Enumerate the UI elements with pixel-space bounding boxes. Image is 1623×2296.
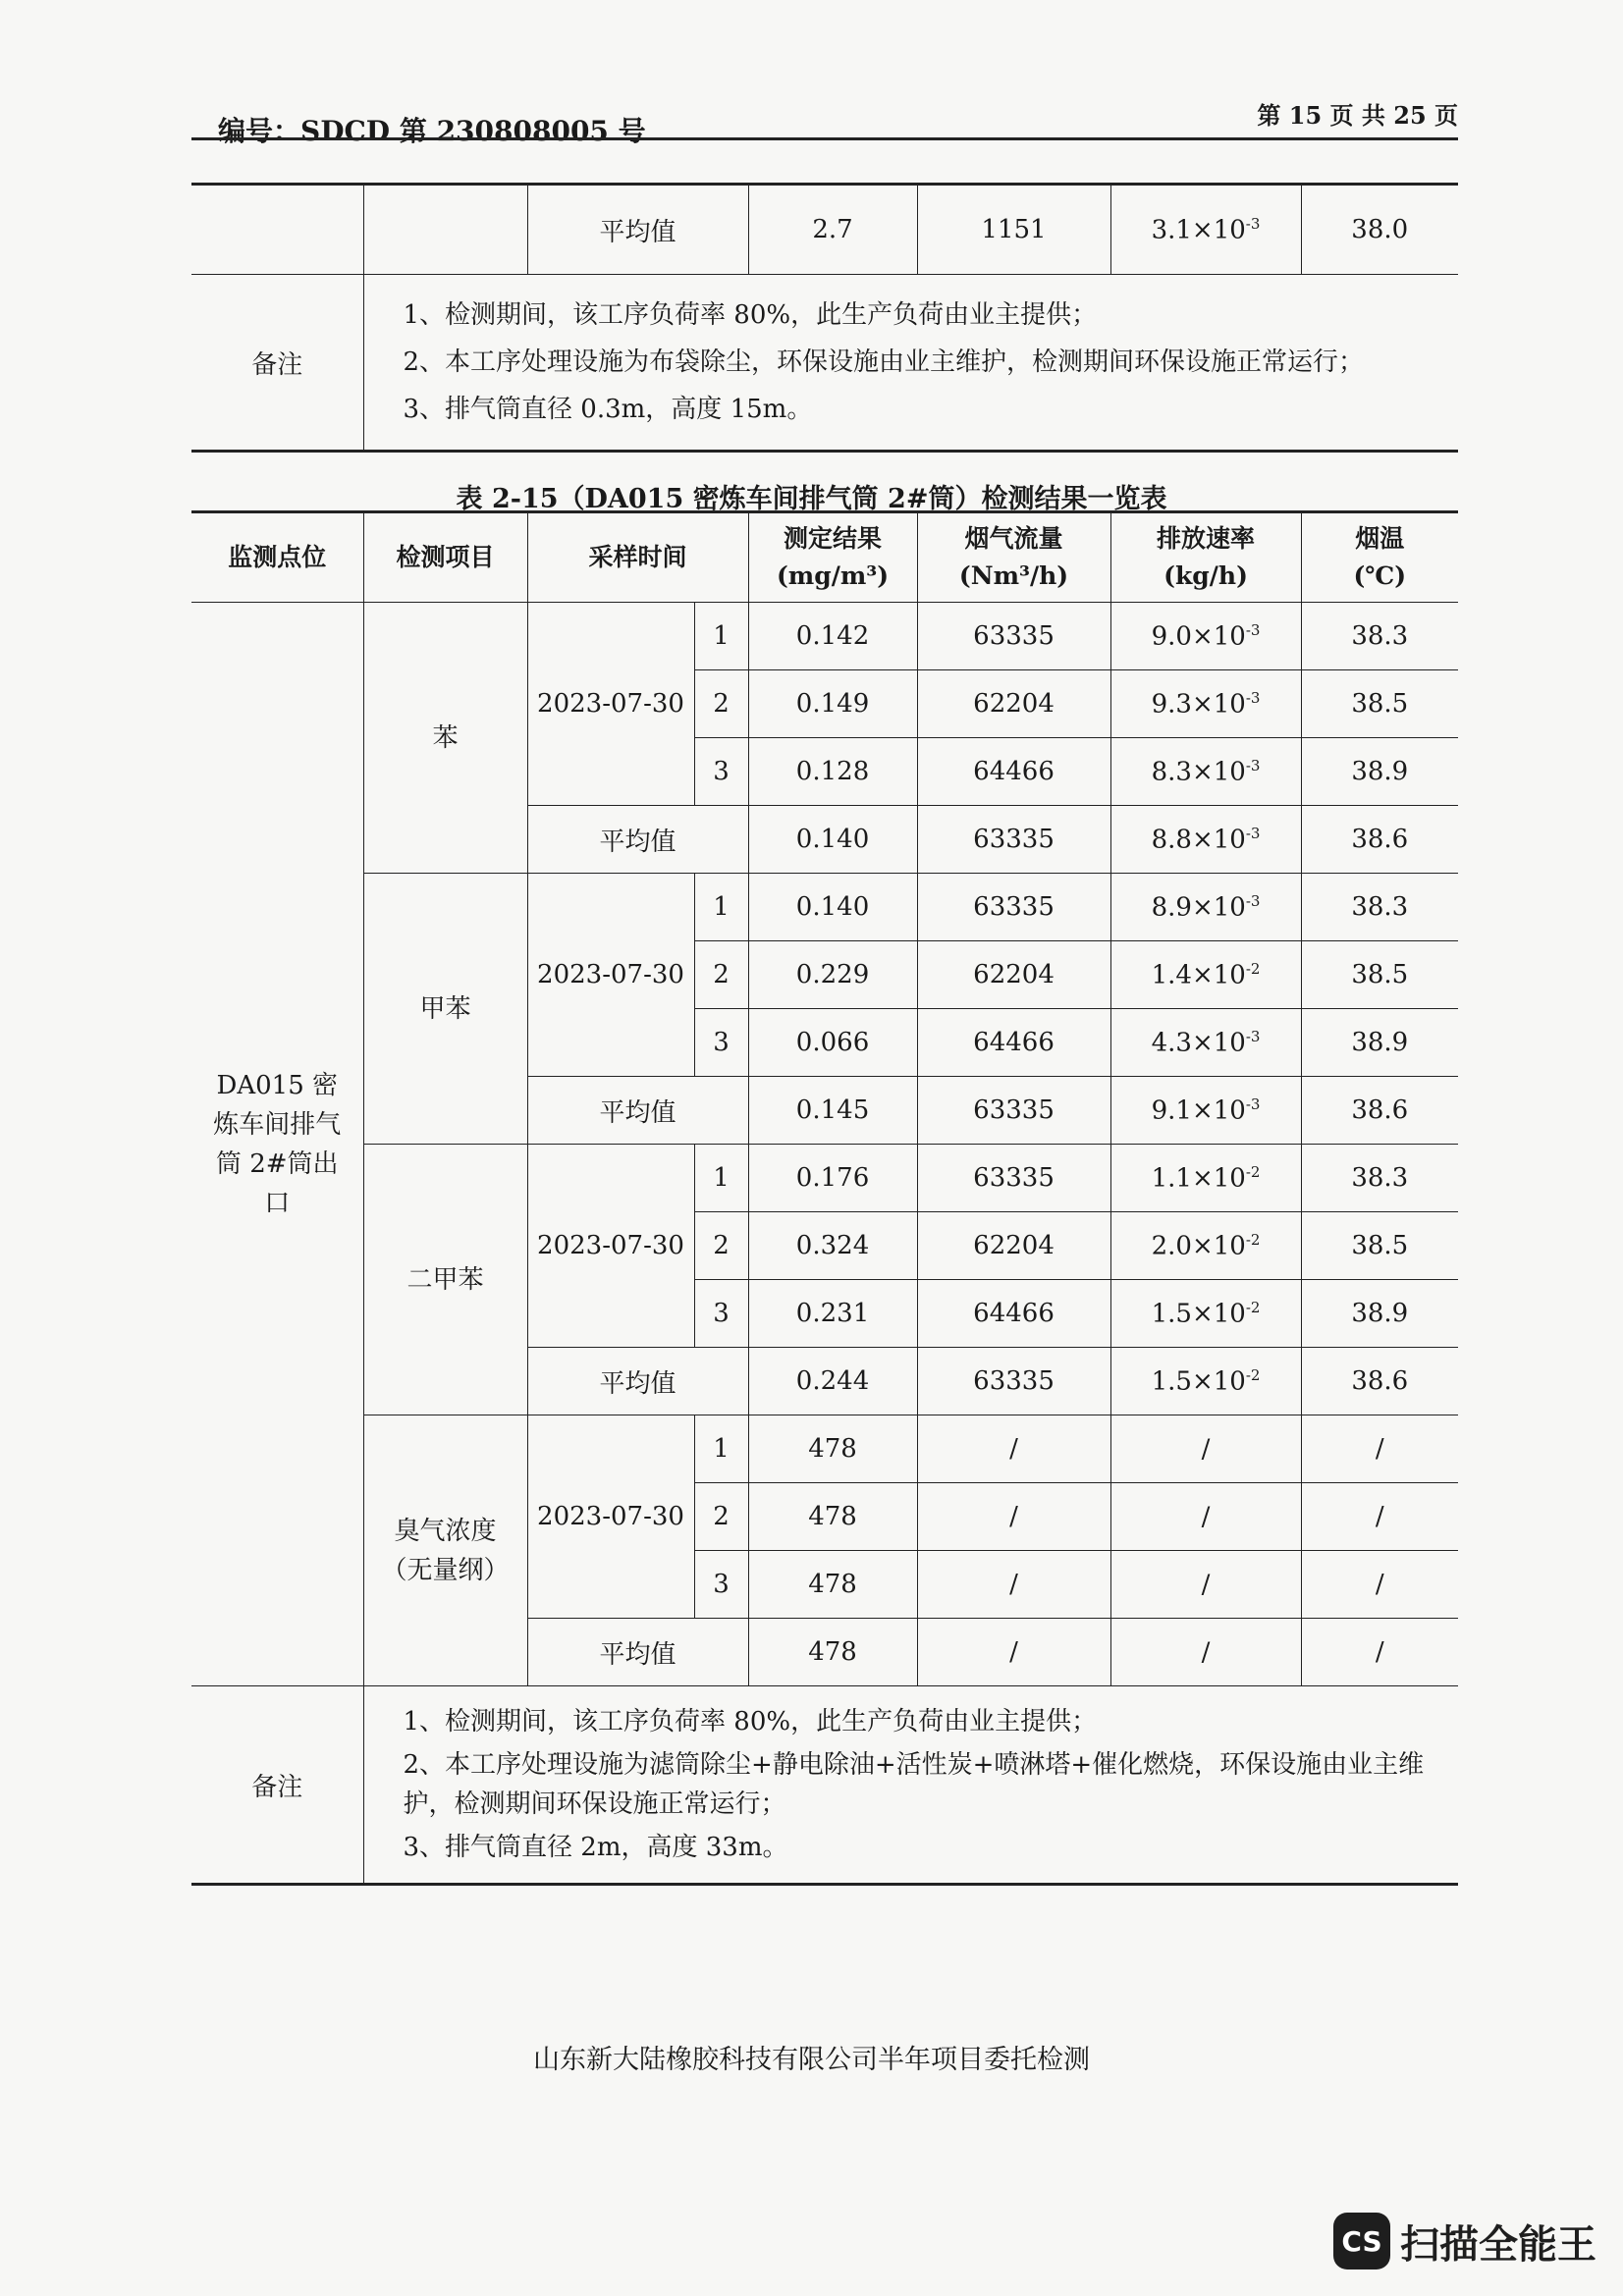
concentration: 478 <box>748 1415 917 1483</box>
header-item: 检测项目 <box>363 512 527 603</box>
remarks-row <box>191 1686 1458 1885</box>
remark-text <box>363 1686 1458 1885</box>
sample-number: 1 <box>694 1415 748 1483</box>
gas-flow: 64466 <box>917 1280 1110 1348</box>
avg-concentration: 0.244 <box>748 1348 917 1415</box>
concentration: 0.142 <box>748 603 917 670</box>
gas-temperature: 38.3 <box>1301 603 1458 670</box>
avg-concentration: 0.145 <box>748 1077 917 1145</box>
gas-temperature: 38.3 <box>1301 874 1458 941</box>
sample-number: 1 <box>694 603 748 670</box>
gas-temperature: 38.9 <box>1301 1280 1458 1348</box>
gas-flow: 63335 <box>917 603 1110 670</box>
gas-temperature: 38.3 <box>1301 1145 1458 1212</box>
avg-gas-temperature: 38.6 <box>1301 1348 1458 1415</box>
emission-rate: $1.1\times 10^{-2}$ <box>1110 1145 1301 1212</box>
table-row <box>191 603 1458 670</box>
avg-gas-flow: 63335 <box>917 1348 1110 1415</box>
avg-flow: 1151 <box>917 185 1110 275</box>
header-rule <box>191 137 1458 140</box>
concentration: 0.128 <box>748 738 917 806</box>
remark-line-3: 3、排气筒直径 0.3m，高度 15m。 <box>403 395 813 424</box>
avg-conc: 2.7 <box>748 185 917 275</box>
concentration: 0.229 <box>748 941 917 1009</box>
header-row <box>191 512 1458 603</box>
gas-temperature: 38.9 <box>1301 738 1458 806</box>
header-time: 采样时间 <box>527 512 748 603</box>
gas-flow: / <box>917 1415 1110 1483</box>
results-table <box>191 510 1458 1886</box>
emission-rate: $4.3\times 10^{-3}$ <box>1110 1009 1301 1077</box>
emission-rate: $1.4\times 10^{-2}$ <box>1110 941 1301 1009</box>
gas-flow: / <box>917 1551 1110 1619</box>
sample-number: 3 <box>694 1551 748 1619</box>
gas-flow: 64466 <box>917 738 1110 806</box>
concentration: 478 <box>748 1551 917 1619</box>
sampling-date: 2023-07-30 <box>527 603 694 806</box>
avg-label: 平均值 <box>527 1619 748 1686</box>
avg-emission-rate: $9.1\times 10^{-3}$ <box>1110 1077 1301 1145</box>
sample-number: 3 <box>694 1280 748 1348</box>
gas-temperature: 38.5 <box>1301 1212 1458 1280</box>
remark-label: 备注 <box>191 1686 363 1885</box>
remark-line-1: 1、检测期间，该工序负荷率 80%，此生产负荷由业主提供； <box>403 300 1098 330</box>
emission-rate: $9.0\times 10^{-3}$ <box>1110 603 1301 670</box>
avg-concentration: 0.140 <box>748 806 917 874</box>
sample-number: 1 <box>694 874 748 941</box>
sample-number: 2 <box>694 1212 748 1280</box>
concentration: 0.149 <box>748 670 917 738</box>
table-row <box>191 1415 1458 1483</box>
gas-flow: 62204 <box>917 670 1110 738</box>
concentration: 478 <box>748 1483 917 1551</box>
concentration: 0.231 <box>748 1280 917 1348</box>
gas-flow: 64466 <box>917 1009 1110 1077</box>
avg-emission-rate: / <box>1110 1619 1301 1686</box>
test-item: 苯 <box>363 603 527 874</box>
gas-temperature: 38.5 <box>1301 670 1458 738</box>
test-item: 臭气浓度（无量纲） <box>363 1415 527 1686</box>
header-temp: 烟温 (℃) <box>1301 512 1458 603</box>
avg-gas-temperature: 38.6 <box>1301 1077 1458 1145</box>
concentration: 0.176 <box>748 1145 917 1212</box>
avg-emission-rate: $8.8\times 10^{-3}$ <box>1110 806 1301 874</box>
remark-line-1: 1、检测期间，该工序负荷率 80%，此生产负荷由业主提供； <box>403 1707 1098 1736</box>
header-point: 监测点位 <box>191 512 363 603</box>
avg-gas-temperature: 38.6 <box>1301 806 1458 874</box>
header-conc: 测定结果 (mg/m³) <box>748 512 917 603</box>
sampling-date: 2023-07-30 <box>527 1415 694 1619</box>
test-item: 二甲苯 <box>363 1145 527 1415</box>
emission-rate: / <box>1110 1551 1301 1619</box>
avg-temp: 38.0 <box>1301 185 1458 275</box>
avg-emission-rate: $1.5\times 10^{-2}$ <box>1110 1348 1301 1415</box>
sample-number: 2 <box>694 941 748 1009</box>
remark-line-2: 2、本工序处理设施为滤筒除尘+静电除油+活性炭+喷淋塔+催化燃烧，环保设施由业主维护，检测期间环保设施正常运行； <box>403 1750 1425 1819</box>
test-item: 甲苯 <box>363 874 527 1145</box>
remark-label: 备注 <box>191 275 363 452</box>
avg-gas-temperature: / <box>1301 1619 1458 1686</box>
table-row <box>191 874 1458 941</box>
concentration: 0.140 <box>748 874 917 941</box>
emission-rate: $8.9\times 10^{-3}$ <box>1110 874 1301 941</box>
monitoring-point: DA015 密炼车间排气筒 2#筒出口 <box>191 603 363 1686</box>
emission-rate: $8.3\times 10^{-3}$ <box>1110 738 1301 806</box>
remark-line-3: 3、排气筒直径 2m，高度 33m。 <box>403 1833 788 1862</box>
sample-number: 3 <box>694 1009 748 1077</box>
concentration: 0.066 <box>748 1009 917 1077</box>
scanner-brand-name: 扫描全能王 <box>1400 2221 1596 2268</box>
previous-table-continuation <box>191 183 1458 453</box>
avg-gas-flow: 63335 <box>917 1077 1110 1145</box>
sample-number: 1 <box>694 1145 748 1212</box>
sampling-date: 2023-07-30 <box>527 1145 694 1348</box>
gas-temperature: 38.9 <box>1301 1009 1458 1077</box>
avg-label: 平均值 <box>527 1348 748 1415</box>
footer-text: 山东新大陆橡胶科技有限公司半年项目委托检测 <box>533 2045 1090 2075</box>
gas-temperature: / <box>1301 1483 1458 1551</box>
avg-label: 平均值 <box>527 1077 748 1145</box>
avg-concentration: 478 <box>748 1619 917 1686</box>
gas-temperature: 38.5 <box>1301 941 1458 1009</box>
emission-rate: / <box>1110 1483 1301 1551</box>
header-rate: 排放速率 (kg/h) <box>1110 512 1301 603</box>
avg-gas-flow: 63335 <box>917 806 1110 874</box>
table-caption: 表 2-15（DA015 密炼车间排气筒 2#筒）检测结果一览表 <box>456 484 1167 514</box>
gas-temperature: / <box>1301 1415 1458 1483</box>
emission-rate: $9.3\times 10^{-3}$ <box>1110 670 1301 738</box>
avg-label: 平均值 <box>527 806 748 874</box>
gas-flow: 63335 <box>917 1145 1110 1212</box>
emission-rate: / <box>1110 1415 1301 1483</box>
table-row <box>191 1145 1458 1212</box>
cs-logo-icon: CS <box>1333 2213 1390 2269</box>
scanner-watermark <box>1333 2213 1596 2269</box>
previous-remarks-row <box>191 275 1458 452</box>
remark-text <box>363 275 1458 452</box>
emission-rate: $1.5\times 10^{-2}$ <box>1110 1280 1301 1348</box>
gas-flow: / <box>917 1483 1110 1551</box>
remark-line-2: 2、本工序处理设施为布袋除尘，环保设施由业主维护，检测期间环保设施正常运行； <box>403 347 1365 377</box>
sample-number: 2 <box>694 670 748 738</box>
previous-avg-row <box>191 185 1458 275</box>
gas-flow: 62204 <box>917 941 1110 1009</box>
gas-temperature: / <box>1301 1551 1458 1619</box>
avg-gas-flow: / <box>917 1619 1110 1686</box>
sampling-date: 2023-07-30 <box>527 874 694 1077</box>
header-flow: 烟气流量 (Nm³/h) <box>917 512 1110 603</box>
concentration: 0.324 <box>748 1212 917 1280</box>
page-info: 第 15 页 共 25 页 <box>1257 101 1458 130</box>
sample-number: 3 <box>694 738 748 806</box>
sample-number: 2 <box>694 1483 748 1551</box>
emission-rate: $2.0\times 10^{-2}$ <box>1110 1212 1301 1280</box>
avg-label: 平均值 <box>527 185 748 275</box>
gas-flow: 62204 <box>917 1212 1110 1280</box>
avg-rate: $3.1\times 10^{-3}$ <box>1110 185 1301 275</box>
gas-flow: 63335 <box>917 874 1110 941</box>
document-number: 编号：SDCD 第 230808005 号 <box>218 115 646 147</box>
